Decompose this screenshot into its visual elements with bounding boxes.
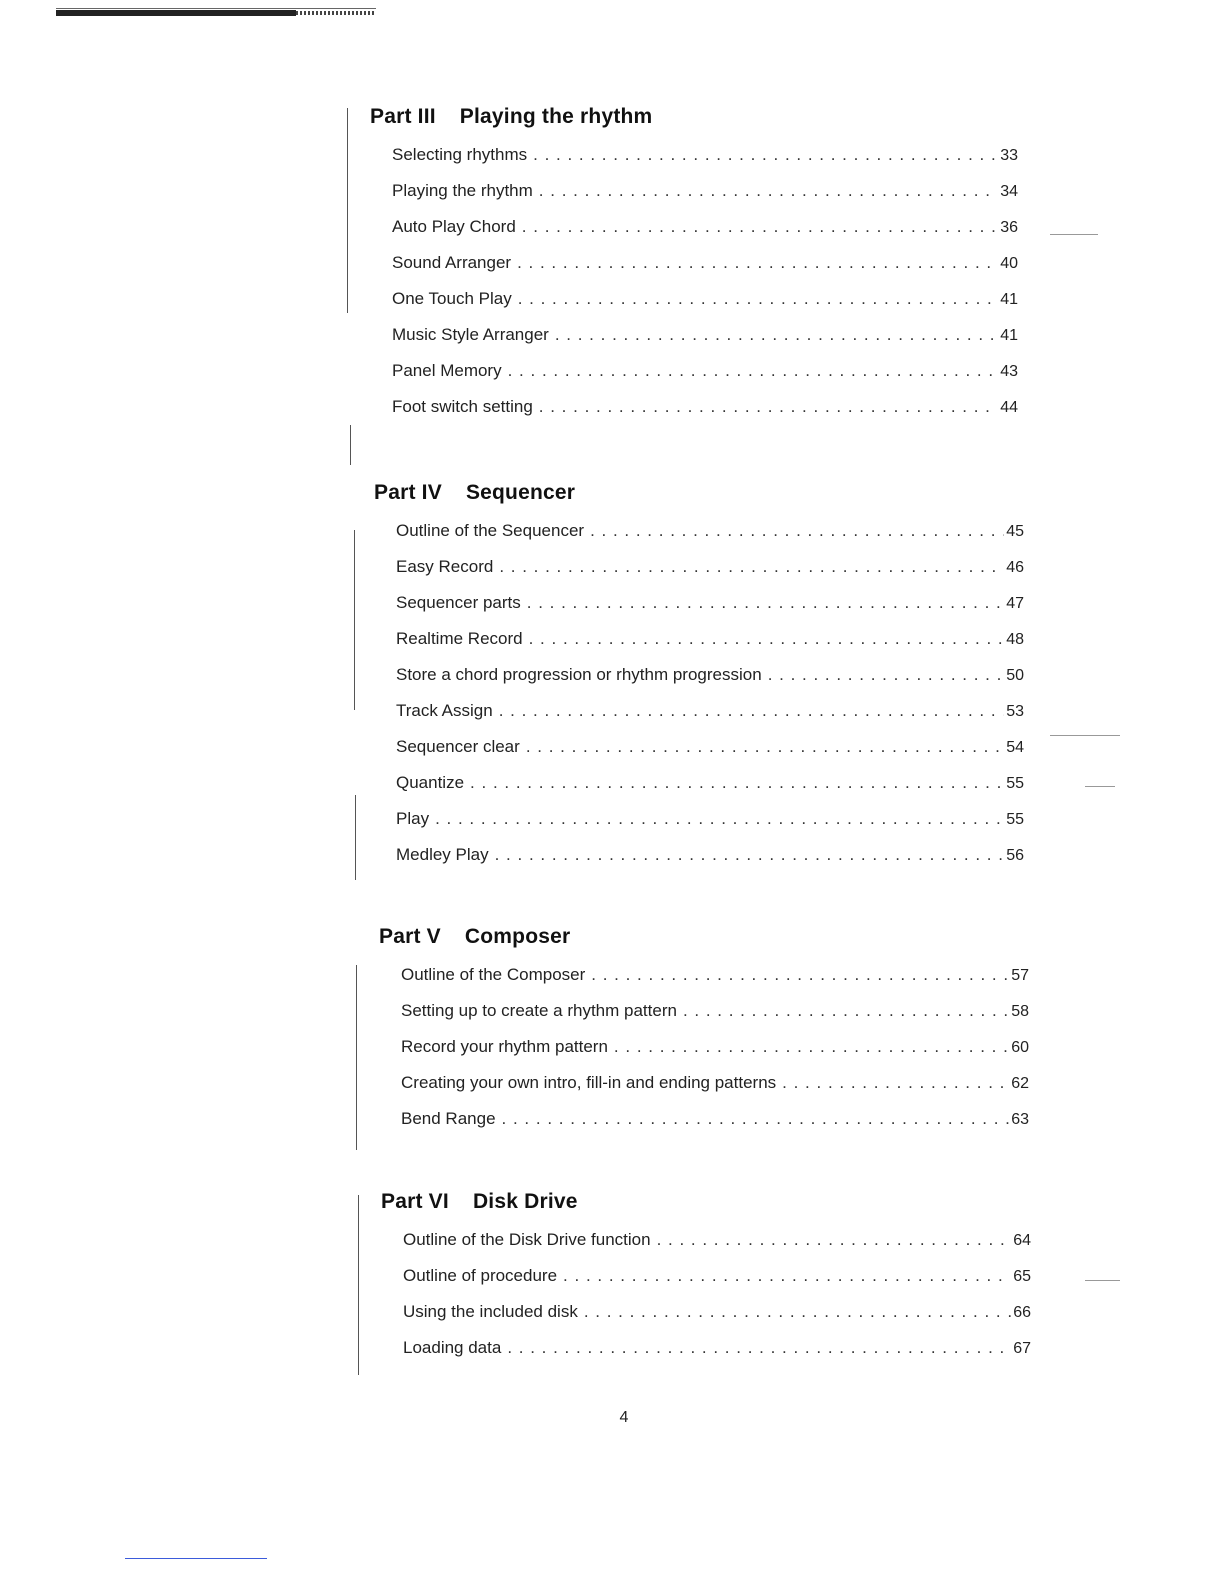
toc-entry[interactable]	[392, 361, 1018, 397]
toc-entry-label: One Touch Play	[392, 289, 512, 308]
part-heading	[381, 1190, 1031, 1214]
dot-leader	[539, 397, 998, 417]
toc-entry-list	[401, 965, 1029, 1145]
dot-leader	[657, 1230, 1012, 1250]
dot-leader	[495, 845, 1005, 865]
toc-entry-page: 60	[1011, 1039, 1029, 1056]
dot-leader	[502, 1109, 1010, 1129]
toc-entry-label: Sequencer clear	[396, 737, 520, 756]
dot-leader	[518, 289, 998, 309]
margin-rule	[347, 108, 348, 313]
toc-entry[interactable]	[392, 325, 1018, 361]
dot-leader	[555, 325, 998, 345]
toc-entry[interactable]	[392, 217, 1018, 253]
toc-entry[interactable]	[396, 521, 1024, 557]
toc-entry[interactable]	[396, 665, 1024, 701]
dot-leader	[683, 1001, 1009, 1021]
toc-entry[interactable]	[401, 1073, 1029, 1109]
dot-leader	[527, 593, 1004, 613]
part-title: Composer	[464, 925, 571, 948]
toc-entry-label: Quantize	[396, 773, 465, 792]
toc-entry-label: Realtime Record	[396, 629, 523, 648]
toc-entry-label: Panel Memory	[392, 361, 502, 380]
toc-entry[interactable]	[403, 1338, 1031, 1374]
toc-entry-label: Store a chord progression or rhythm progression	[396, 665, 762, 684]
toc-entry[interactable]	[396, 809, 1024, 845]
dot-leader	[526, 737, 1004, 757]
dot-leader	[522, 217, 998, 237]
toc-section-part-v	[379, 925, 1029, 1145]
toc-entry[interactable]	[396, 737, 1024, 773]
dot-leader	[517, 253, 998, 273]
toc-entry-page: 46	[1006, 559, 1024, 576]
scan-artifact-bar	[56, 8, 376, 18]
toc-entry[interactable]	[401, 965, 1029, 1001]
dot-leader	[533, 145, 998, 165]
toc-entry-page: 56	[1006, 847, 1024, 864]
dot-leader	[591, 965, 1009, 985]
toc-entry-list	[396, 521, 1024, 881]
toc-entry-label: Outline of procedure	[403, 1266, 558, 1285]
dot-leader	[539, 181, 998, 201]
part-number: Part IV	[374, 481, 442, 504]
toc-entry-label: Outline of the Disk Drive function	[403, 1230, 651, 1249]
part-title: Disk Drive	[472, 1190, 578, 1213]
toc-entry-page: 44	[1000, 399, 1018, 416]
toc-entry[interactable]	[392, 397, 1018, 433]
dot-leader	[590, 521, 1004, 541]
toc-section-part-vi	[381, 1190, 1031, 1374]
toc-entry[interactable]	[403, 1230, 1031, 1266]
toc-entry[interactable]	[396, 629, 1024, 665]
toc-entry[interactable]	[403, 1266, 1031, 1302]
margin-rule	[355, 795, 356, 880]
dot-leader	[508, 361, 999, 381]
toc-entry[interactable]	[396, 773, 1024, 809]
dot-leader	[470, 773, 1004, 793]
toc-entry-label: Selecting rhythms	[392, 145, 528, 164]
toc-entry-label: Bend Range	[401, 1109, 496, 1128]
toc-entry-page: 54	[1006, 739, 1024, 756]
dot-leader	[499, 557, 1004, 577]
toc-entry-page: 55	[1006, 811, 1024, 828]
part-number: Part V	[379, 925, 441, 948]
toc-entry[interactable]	[401, 1037, 1029, 1073]
toc-entry[interactable]	[392, 145, 1018, 181]
toc-entry-label: Sound Arranger	[392, 253, 512, 272]
toc-entry-label: Foot switch setting	[392, 397, 533, 416]
part-heading	[374, 481, 1024, 505]
toc-entry[interactable]	[401, 1109, 1029, 1145]
toc-entry[interactable]	[392, 253, 1018, 289]
toc-entry-page: 34	[1000, 183, 1018, 200]
toc-entry-page: 53	[1006, 703, 1024, 720]
toc-entry-page: 45	[1006, 523, 1024, 540]
toc-entry[interactable]	[396, 845, 1024, 881]
toc-entry-label: Playing the rhythm	[392, 181, 533, 200]
toc-entry-page: 62	[1011, 1075, 1029, 1092]
toc-entry-page: 67	[1013, 1340, 1031, 1357]
toc-section-part-iii	[370, 105, 1018, 433]
toc-entry[interactable]	[396, 701, 1024, 737]
toc-entry-page: 58	[1011, 1003, 1029, 1020]
toc-entry-page: 47	[1006, 595, 1024, 612]
margin-rule	[354, 530, 355, 710]
dot-leader	[768, 665, 1005, 685]
toc-entry-page: 48	[1006, 631, 1024, 648]
toc-entry-page: 66	[1013, 1304, 1031, 1321]
toc-entry-label: Easy Record	[396, 557, 494, 576]
toc-entry-label: Play	[396, 809, 430, 828]
part-title: Playing the rhythm	[459, 105, 653, 128]
toc-entry-label: Creating your own intro, fill-in and ending patterns	[401, 1073, 777, 1092]
toc-entry-label: Music Style Arranger	[392, 325, 549, 344]
toc-entry-label: Track Assign	[396, 701, 493, 720]
footer-rule	[125, 1558, 267, 1559]
toc-entry-label: Loading data	[403, 1338, 502, 1357]
dot-leader	[563, 1266, 1011, 1286]
toc-entry[interactable]	[396, 593, 1024, 629]
toc-entry-page: 36	[1000, 219, 1018, 236]
margin-rule	[350, 425, 351, 465]
part-number: Part VI	[381, 1190, 449, 1213]
toc-entry-label: Sequencer parts	[396, 593, 521, 612]
toc-entry-label: Outline of the Sequencer	[396, 521, 585, 540]
toc-entry-list	[392, 145, 1018, 433]
part-heading	[370, 105, 1018, 129]
margin-rule	[356, 965, 357, 1150]
toc-entry-label: Outline of the Composer	[401, 965, 586, 984]
dot-leader	[782, 1073, 1009, 1093]
toc-entry[interactable]	[396, 557, 1024, 593]
toc-entry-page: 33	[1000, 147, 1018, 164]
dot-leader	[435, 809, 1004, 829]
toc-entry[interactable]	[392, 181, 1018, 217]
toc-entry-page: 41	[1000, 291, 1018, 308]
toc-entry-label: Setting up to create a rhythm pattern	[401, 1001, 677, 1020]
margin-rule	[358, 1195, 359, 1375]
toc-entry[interactable]	[401, 1001, 1029, 1037]
toc-entry-label: Using the included disk	[403, 1302, 578, 1321]
part-heading	[379, 925, 1029, 949]
toc-entry-page: 55	[1006, 775, 1024, 792]
dot-leader	[529, 629, 1005, 649]
part-number: Part III	[370, 105, 436, 128]
toc-entry-label: Record your rhythm pattern	[401, 1037, 608, 1056]
toc-entry-label: Auto Play Chord	[392, 217, 516, 236]
dot-leader	[584, 1302, 1011, 1322]
page-number: 4	[619, 1409, 629, 1426]
toc-entry-page: 64	[1013, 1232, 1031, 1249]
toc-entry-page: 43	[1000, 363, 1018, 380]
toc-entry[interactable]	[403, 1302, 1031, 1338]
toc-entry-page: 50	[1006, 667, 1024, 684]
toc-section-part-iv	[374, 481, 1024, 881]
toc-entry-page: 57	[1011, 967, 1029, 984]
toc-entry-page: 65	[1013, 1268, 1031, 1285]
toc-entry-label: Medley Play	[396, 845, 489, 864]
toc-entry[interactable]	[392, 289, 1018, 325]
toc-entry-page: 63	[1011, 1111, 1029, 1128]
toc-entry-page: 40	[1000, 255, 1018, 272]
dot-leader	[614, 1037, 1009, 1057]
dot-leader	[507, 1338, 1011, 1358]
toc-entry-list	[403, 1230, 1031, 1374]
part-title: Sequencer	[465, 481, 576, 504]
dot-leader	[499, 701, 1005, 721]
toc-entry-page: 41	[1000, 327, 1018, 344]
